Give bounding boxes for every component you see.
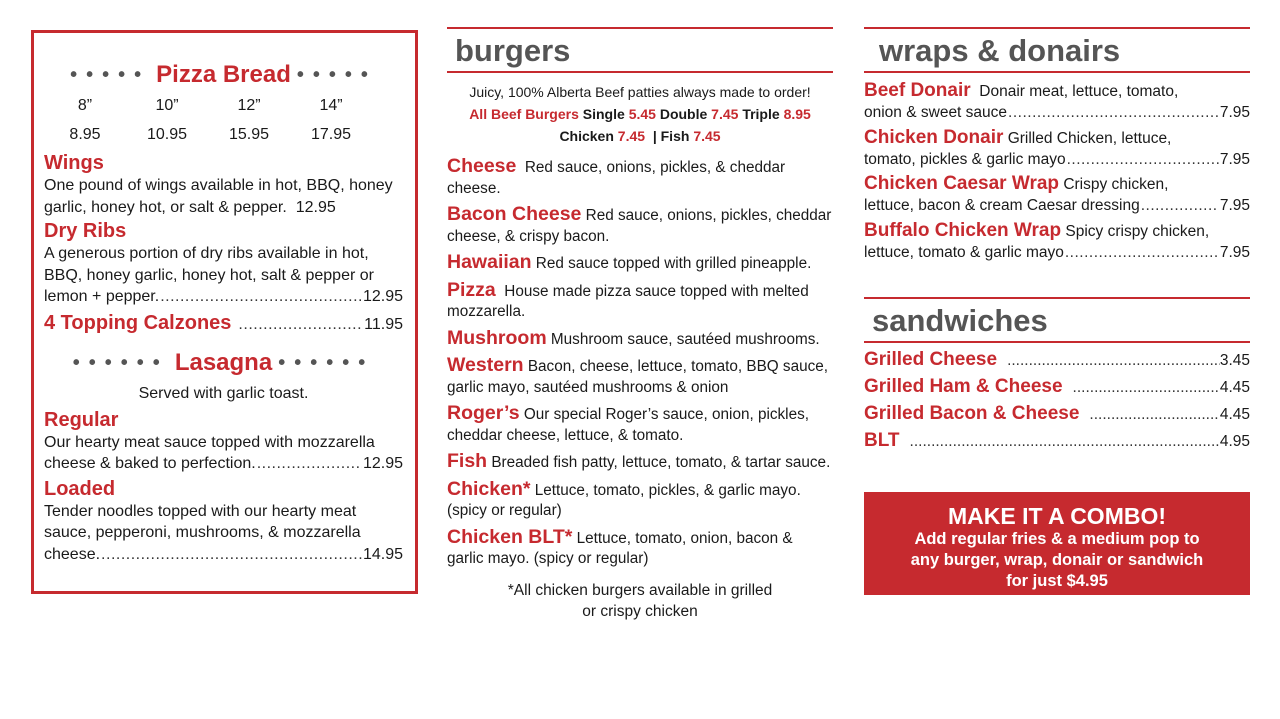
lasagna-loaded-item (44, 478, 403, 566)
burger-name: Hawaiian (447, 251, 532, 273)
combo-line: any burger, wrap, donair or sandwich (910, 551, 1204, 569)
dry-ribs-desc: A generous portion of dry ribs available in hot, BBQ, honey garlic, honey hot, salt & pepper or (44, 245, 374, 284)
sandwich-item (864, 430, 1250, 457)
dot-leader (1089, 406, 1219, 424)
double-price: 7.45 (711, 106, 739, 122)
calzones-item (44, 312, 403, 336)
burger-name: Chicken* (447, 477, 531, 500)
wrap-desc: Spicy crispy chicken, (1065, 222, 1210, 240)
wraps-title: wraps & donairs (879, 33, 1121, 68)
wrap-item (864, 220, 1250, 264)
dot-leader (1073, 379, 1220, 397)
price-label: 10.95 (146, 126, 188, 143)
combo-banner (864, 492, 1250, 595)
burger-desc: Red sauce, onions, pickles, cheddar cheese, & crispy bacon. (447, 207, 832, 245)
burger-prices-line-2 (447, 125, 833, 147)
wraps-header (864, 27, 1250, 73)
combo-title: MAKE IT A COMBO! (947, 503, 1167, 529)
burger-name: Mushroom (447, 326, 547, 349)
burger-desc: Red sauce, onions, pickles, & cheddar cheese. (447, 159, 786, 197)
wrap-name: Chicken Caesar Wrap (864, 173, 1060, 194)
burger-item (447, 355, 833, 398)
wrap-item (864, 127, 1250, 171)
dot-leader (257, 453, 362, 475)
wrap-desc-end: tomato, pickles & garlic mayo (864, 150, 1066, 168)
wraps-list (864, 80, 1250, 263)
sandwiches-header (864, 297, 1250, 343)
wrap-item (864, 80, 1250, 124)
burger-item (447, 328, 833, 351)
burger-desc: Our special Roger’s sauce, onion, pickles, cheddar cheese, lettuce, & tomato. (447, 406, 809, 444)
sandwich-name: Grilled Ham & Cheese (864, 376, 1063, 397)
price-label: 15.95 (228, 126, 270, 143)
burger-item (447, 527, 833, 570)
burger-item (447, 403, 833, 446)
burger-name: Chicken BLT* (447, 525, 573, 548)
dry-ribs-price: 12.95 (362, 288, 403, 305)
single-label: Single (582, 106, 625, 122)
regular-desc: Our hearty meat sauce topped with mozzarella (44, 433, 375, 451)
burger-prices-line-1 (447, 103, 833, 125)
burger-desc: Mushroom sauce, sautéed mushrooms. (550, 330, 820, 348)
price-label: 17.95 (310, 126, 352, 143)
burger-item (447, 479, 833, 522)
burgers-intro (447, 81, 833, 147)
wrap-item (864, 173, 1250, 217)
sandwich-price: 4.45 (1219, 379, 1250, 396)
burger-desc: Bacon, cheese, lettuce, tomato, BBQ sauce, garlic mayo, sautéed mushrooms & onion (447, 358, 829, 396)
sandwich-price: 3.45 (1219, 352, 1250, 369)
size-label: 10” (155, 97, 179, 114)
all-beef-label: All Beef Burgers (469, 106, 579, 122)
dot-leader (910, 433, 1220, 451)
footnote-line: or crispy chicken (582, 602, 698, 620)
burger-item (447, 156, 833, 199)
triple-label: Triple (742, 106, 780, 122)
size-label: 8” (77, 97, 93, 114)
regular-title: Regular (44, 408, 119, 431)
chicken-label: Chicken (559, 128, 614, 144)
sandwich-item (864, 349, 1250, 376)
double-label: Double (659, 106, 708, 122)
wrap-name: Buffalo Chicken Wrap (864, 219, 1062, 241)
dot-leader (238, 314, 363, 336)
wings-title: Wings (44, 152, 104, 174)
burger-desc: Lettuce, tomato, onion, bacon & garlic mayo. (spicy or regular) (447, 529, 793, 567)
loaded-price: 14.95 (362, 545, 403, 563)
burger-name: Bacon Cheese (447, 203, 582, 225)
wrap-name: Beef Donair (864, 80, 971, 101)
burger-item (447, 451, 833, 474)
lasagna-subtitle: Served with garlic toast. (138, 385, 309, 402)
regular-price: 12.95 (362, 455, 403, 472)
burger-desc: Breaded fish patty, lettuce, tomato, & tartar sauce. (491, 454, 831, 471)
sandwiches-list (864, 349, 1250, 457)
burger-name: Pizza (447, 278, 496, 301)
wrap-desc-end: lettuce, bacon & cream Caesar dressing (864, 197, 1140, 214)
wrap-desc: Grilled Chicken, lettuce, (1007, 129, 1172, 147)
burgers-header (447, 27, 833, 73)
sandwich-price: 4.45 (1219, 406, 1250, 423)
wrap-price: 7.95 (1219, 243, 1250, 261)
combo-line: for just $4.95 (1006, 572, 1108, 590)
fish-label: | Fish (652, 128, 690, 144)
dot-leader (1067, 149, 1219, 171)
footnote-line: *All chicken burgers available in grilled (507, 581, 773, 599)
wrap-price: 7.95 (1219, 150, 1250, 168)
burgers-footnote (447, 580, 833, 622)
burger-name: Roger’s (447, 402, 520, 424)
pizza-bread-title: Pizza Bread (156, 61, 291, 88)
dot-leader (160, 286, 362, 308)
lasagna-heading: •••••• Lasagna •••••• (72, 349, 375, 376)
burger-list (447, 156, 833, 570)
dry-ribs-desc-end: lemon + pepper. (44, 288, 160, 305)
dot-leader (1008, 102, 1219, 124)
lasagna-regular-item (44, 409, 403, 475)
price-label: 8.95 (69, 126, 101, 143)
wings-desc: One pound of wings available in hot, BBQ, honey garlic, honey hot, or salt & pepper. (44, 177, 393, 216)
burger-desc: House made pizza sauce topped with melted mozzarella. (447, 282, 809, 320)
loaded-desc: Tender noodles topped with our hearty meat sauce, pepperoni, mushrooms, & mozzarella (44, 502, 361, 541)
burger-name: Cheese (447, 155, 517, 177)
dry-ribs-item (44, 220, 403, 308)
wrap-desc-end: lettuce, tomato & garlic mayo (864, 243, 1064, 261)
burgers-intro-text: Juicy, 100% Alberta Beef patties always made to order! (469, 84, 811, 100)
loaded-title: Loaded (44, 477, 116, 500)
calzones-title: 4 Topping Calzones (44, 311, 232, 334)
fish-price: 7.45 (693, 128, 721, 144)
size-label: 12” (237, 97, 261, 114)
sandwich-name: BLT (864, 430, 900, 451)
sandwich-item (864, 403, 1250, 430)
burger-desc: Red sauce topped with grilled pineapple. (535, 255, 812, 272)
dot-leader (1141, 195, 1219, 217)
dot-leader (1007, 352, 1220, 370)
burgers-section (447, 27, 833, 622)
sandwich-item (864, 376, 1250, 403)
pizza-sizes (44, 93, 403, 119)
loaded-desc-end: cheese. (44, 545, 101, 563)
burger-name: Fish (447, 450, 488, 472)
wrap-desc-end: onion & sweet sauce (864, 104, 1008, 121)
single-price: 5.45 (628, 106, 656, 122)
dot-leader (101, 544, 362, 566)
size-label: 14” (319, 97, 343, 114)
combo-line: Add regular fries & a medium pop to (914, 530, 1200, 548)
triple-price: 8.95 (783, 106, 811, 122)
burger-desc: Lettuce, tomato, pickles, & garlic mayo. (spicy or regular) (447, 481, 801, 519)
burger-item (447, 252, 833, 275)
pizza-bread-heading: ••••• Pizza Bread ••••• (70, 61, 377, 88)
burgers-title: burgers (455, 33, 571, 68)
sandwich-price: 4.95 (1219, 433, 1250, 450)
left-menu-box (31, 30, 418, 594)
burger-item (447, 204, 833, 247)
calzones-price: 11.95 (364, 315, 403, 333)
sandwich-name: Grilled Bacon & Cheese (864, 403, 1080, 424)
dot-leader (1065, 242, 1219, 264)
sandwich-name: Grilled Cheese (864, 349, 998, 370)
regular-desc-end: cheese & baked to perfection. (44, 455, 256, 472)
wrap-desc: Donair meat, lettuce, tomato, (979, 83, 1179, 100)
burger-name: Western (447, 354, 524, 376)
wings-price: 12.95 (295, 198, 336, 216)
lasagna-title: Lasagna (174, 349, 273, 376)
burger-item (447, 280, 833, 323)
wrap-name: Chicken Donair (864, 126, 1004, 148)
sandwiches-title: sandwiches (872, 303, 1048, 338)
wrap-desc: Crispy chicken, (1063, 176, 1169, 193)
wrap-price: 7.95 (1219, 104, 1250, 121)
dry-ribs-title: Dry Ribs (44, 220, 127, 242)
wrap-price: 7.95 (1219, 197, 1250, 214)
pizza-prices (44, 122, 403, 148)
wings-item (44, 152, 403, 218)
right-column (864, 27, 1250, 457)
chicken-price: 7.45 (617, 128, 646, 144)
